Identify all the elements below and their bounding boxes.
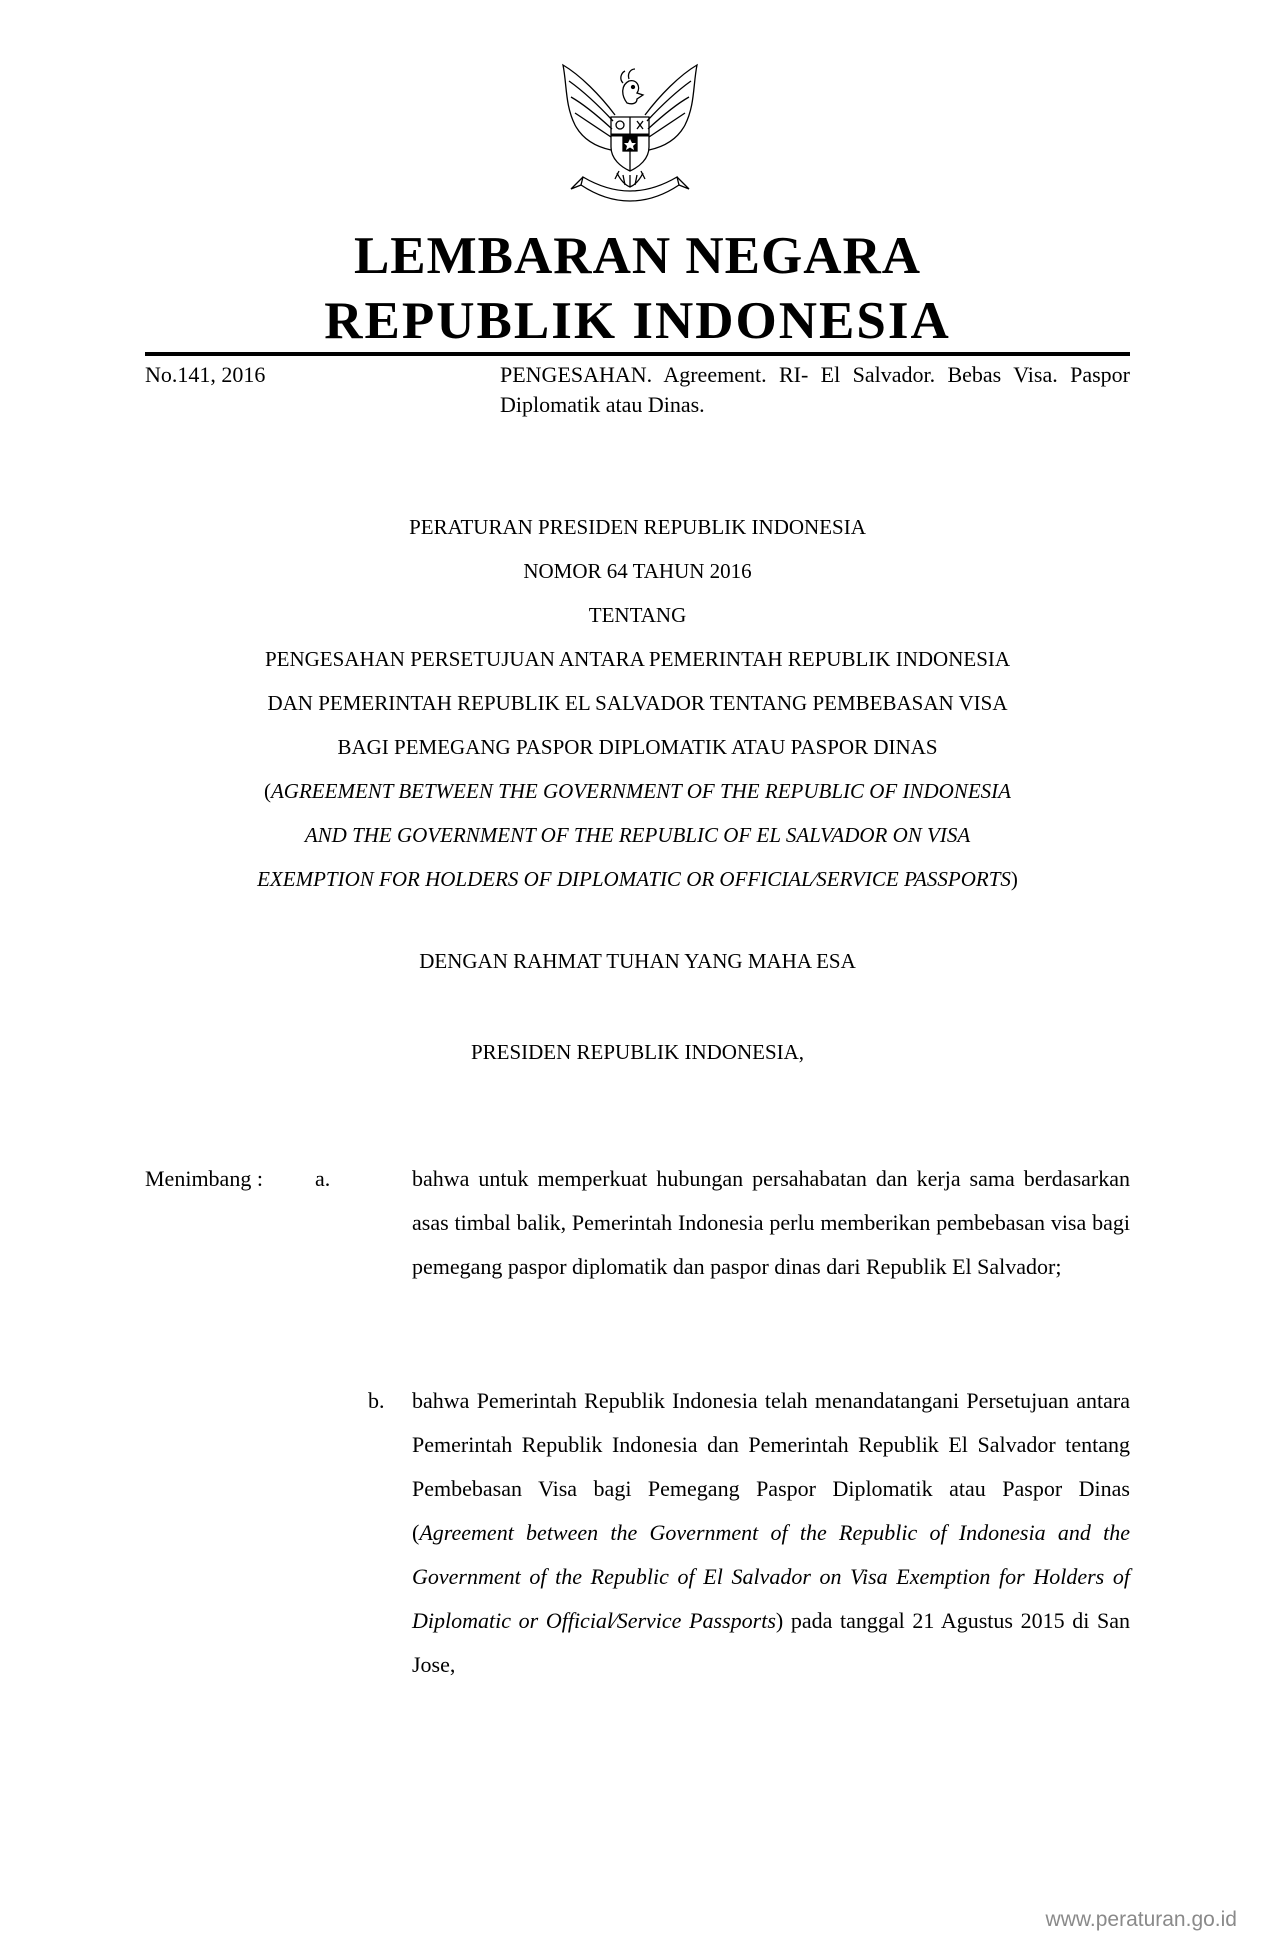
english-title-line-1 (100, 769, 1175, 813)
invocation: DENGAN RAHMAT TUHAN YANG MAHA ESA (419, 949, 856, 973)
footer-url: www.peraturan.go.id (1045, 1908, 1237, 1931)
title-line-2: NOMOR 64 TAHUN 2016 (523, 559, 752, 583)
title-line-3: TENTANG (588, 603, 687, 627)
item-b-letter: b. (368, 1388, 385, 1413)
english-title-text-3: EXEMPTION FOR HOLDERS OF DIPLOMATIC OR OFFICIAL⁄SERVICE PASSPORTS (257, 867, 1011, 891)
president-heading: PRESIDEN REPUBLIK INDONESIA, (470, 1040, 805, 1064)
title-line-5: DAN PEMERINTAH REPUBLIK EL SALVADOR TENTANG PEMBEBASAN VISA (267, 691, 1008, 715)
paren-open: ( (263, 779, 271, 803)
title-line-6: BAGI PEMEGANG PASPOR DIPLOMATIK ATAU PASPOR DINAS (337, 735, 938, 759)
title-line-4: PENGESAHAN PERSETUJUAN ANTARA PEMERINTAH REPUBLIK INDONESIA (264, 647, 1011, 671)
english-title-text-1: AGREEMENT BETWEEN THE GOVERNMENT OF THE REPUBLIC OF INDONESIA (270, 779, 1011, 803)
paren-close: ) (1010, 867, 1018, 891)
item-b-text-italic: Agreement between the Government of the Republic of Indonesia and the Government of the Republic of El Salvador on Visa Exemption for Holders of Diplomatic or Official⁄Service Passports (412, 1520, 1130, 1633)
considering-label: Menimbang : (145, 1166, 263, 1191)
title-line-1: PERATURAN PRESIDEN REPUBLIK INDONESIA (409, 515, 866, 539)
gazette-number: No.141, 2016 (145, 362, 266, 387)
item-a-text: bahwa untuk memperkuat hubungan persahabatan dan kerja sama berdasarkan asas timbal balik, Pemerintah Indonesia perlu memberikan pembebasan visa bagi pemegang paspor diplomatik dan paspor dinas dari Republik El Salvador; (412, 1166, 1130, 1279)
item-b-text-part-2: ) pada tanggal 21 Agustus 2015 di San Jose, (412, 1608, 1130, 1677)
english-title-line-3 (100, 857, 1175, 901)
item-b-text-part-1: bahwa Pemerintah Republik Indonesia telah menandatangani Persetujuan antara Pemerintah Republik Indonesia dan Pemerintah Republik El Salvador tentang Pembebasan Visa bagi Pemegang Paspor Diplomatik atau Paspor Dinas ( (412, 1388, 1130, 1545)
item-b-text (412, 1379, 1130, 1687)
regulation-title (100, 505, 1175, 901)
garuda-emblem-icon (545, 55, 715, 215)
item-a-letter: a. (315, 1166, 331, 1191)
masthead-title-line-1: LEMBARAN NEGARA (353, 227, 922, 285)
masthead-title-line-2: REPUBLIK INDONESIA (324, 292, 951, 350)
header-divider (145, 352, 1130, 356)
english-title-line-2: AND THE GOVERNMENT OF THE REPUBLIC OF EL SALVADOR ON VISA (304, 823, 971, 847)
gazette-subject: PENGESAHAN. Agreement. RI- El Salvador. Bebas Visa. Paspor Diplomatik atau Dinas. (500, 362, 1130, 417)
